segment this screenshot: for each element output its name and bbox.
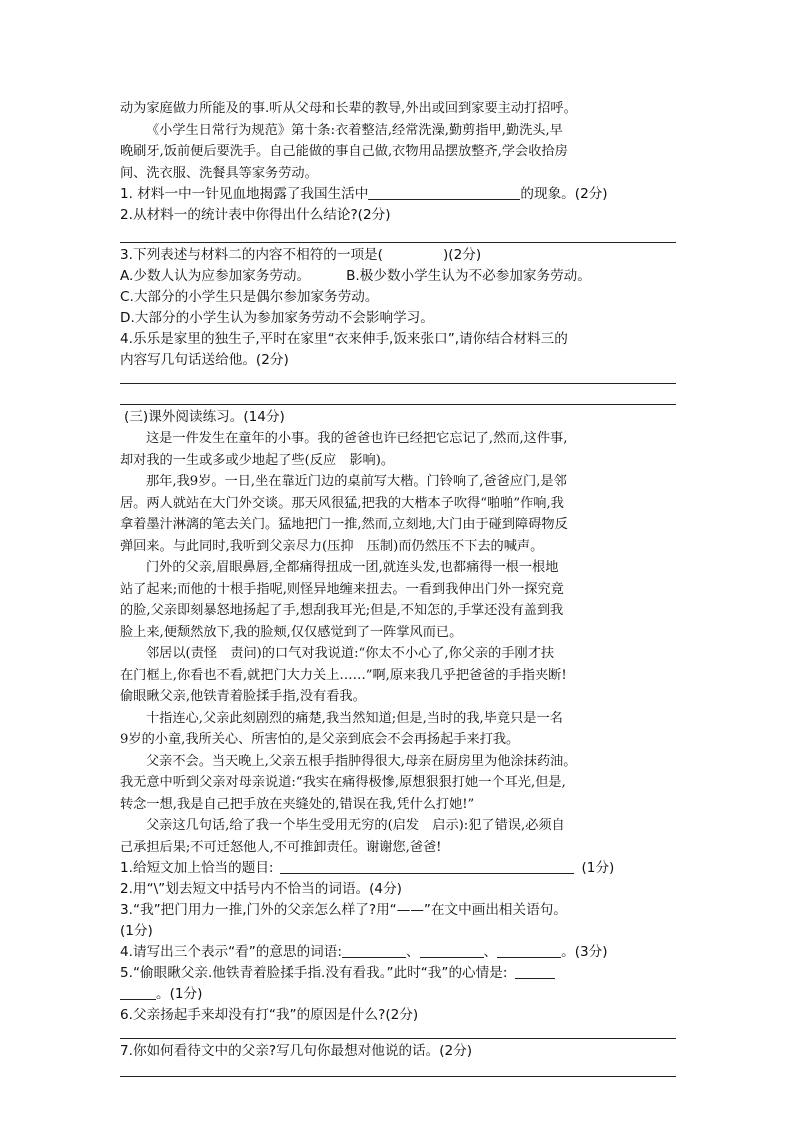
- passage-line: 父亲这几句话,给了我一个毕生受用无穷的(启发 启示):犯了错误,必须自: [146, 818, 565, 833]
- passage-line: 居。两人就站在大门外交谈。那天风很猛,把我的大楷本子吹得“啪啪”作响,我: [120, 495, 564, 511]
- question-1: 1. 材料一中一针见血地揭露了我国生活中 的现象。(2分): [120, 186, 608, 202]
- answer-line[interactable]: [120, 371, 676, 384]
- reading-question-2: 2.用“\”划去短文中括号内不恰当的词语。(4分): [120, 881, 402, 897]
- feeling-blank[interactable]: [515, 964, 555, 979]
- answer-blank[interactable]: [368, 185, 520, 200]
- word-blank[interactable]: [342, 943, 406, 958]
- passage-line: 那年,我9岁。一日,坐在靠近门边的桌前写大楷。门铃响了,爸爸应门,是邻: [146, 474, 567, 489]
- feeling-blank[interactable]: [120, 985, 156, 1000]
- passage-line: 十指连心,父亲此刻剧烈的痛楚,我当然知道;但是,当时的我,毕竟只是一名: [146, 710, 563, 726]
- question-3: 3.下列表述与材料二的内容不相符的一项是( )(2分): [120, 247, 482, 263]
- reading-question-5-cont: 。(1分): [120, 984, 676, 1005]
- material-line: 《小学生日常行为规范》第十条:衣着整洁,经常洗澡,勤剪指甲,勤洗头,早: [146, 122, 563, 138]
- reading-question-3-points: (1分): [120, 923, 153, 939]
- passage-line: 却对我的一生或多或少地起了些(反应 影响)。: [120, 452, 395, 468]
- reading-question-7: 7.你如何看待文中的父亲?写几句你最想对他说的话。(2分): [120, 1043, 473, 1059]
- passage-line: 站了起来;而他的十根手指呢,则怪异地缠来扭去。一看到我伸出门外一探究竟: [120, 581, 564, 597]
- passage-line: 门外的父亲,眉眼鼻唇,全都痛得扭成一团,就连头发,也都痛得一根一根地: [146, 560, 559, 575]
- question-4-line2: 内容写几句话送给他。(2分): [120, 352, 289, 368]
- material-line: 动为家庭做力所能及的事.听从父母和长辈的教导,外出或回到家要主动打招呼。: [120, 101, 577, 116]
- option-d: D.大部分的小学生认为参加家务劳动不会影响学习。: [120, 310, 434, 326]
- answer-line[interactable]: [120, 386, 676, 405]
- passage-line: 脸上来,便颓然放下,我的脸颊,仅仅感觉到了一阵掌风而已。: [120, 624, 463, 640]
- reading-question-5: 5.“偷眼瞅父亲.他铁青着脸揉手指.没有看我。”此时“我”的心情是:: [120, 963, 676, 984]
- passage-line: 我无意中听到父亲对母亲说道:“我实在痛得极慘,原想狠狠打她一个耳光,但是,: [120, 775, 566, 790]
- option-c: C.大部分的小学生只是偶尔参加家务劳动。: [120, 289, 379, 305]
- option-b: B.极少数小学生认为不必参加家务劳动。: [346, 268, 591, 284]
- answer-line[interactable]: [120, 226, 676, 243]
- passage-line: 己承担后果;不可迁怒他人,不可推卸责任。谢谢您,爸爸!: [120, 839, 442, 855]
- passage-line: 偷眼瞅父亲,他铁青着脸揉手指,没有看我。: [120, 689, 366, 704]
- section-heading: (三)课外阅读练习。(14分): [124, 409, 285, 425]
- reading-question-3: 3.“我”把门用力一推,门外的父亲怎么样了?用“——”在文中画出相关语句。: [120, 902, 567, 918]
- word-blank[interactable]: [420, 943, 484, 958]
- title-blank[interactable]: [280, 859, 574, 874]
- passage-line: 这是一件发生在童年的小事。我的爸爸也许已经把它忘记了,然而,这件事,: [146, 431, 568, 446]
- passage-line: 父亲不会。当天晚上,父亲五根手指肿得很大,母亲在厨房里为他涂抹药油。: [146, 753, 577, 769]
- passage-line: 弹回来。与此同时,我听到父亲尽力(压抑 压制)而仍然压不下去的喊声。: [120, 538, 544, 554]
- option-a: A.少数人认为应参加家务劳动。: [120, 268, 311, 284]
- passage-line: 拿着墨汁淋漓的笔去关门。猛地把门一推,然而,立刻地,大门由于碰到障碍物反: [120, 517, 568, 532]
- passage-line: 的脸,父亲即刻暴怒地扬起了手,想刮我耳光;但是,不知怎的,手掌还没有盖到我: [120, 603, 564, 618]
- worksheet-page: [120, 98, 676, 1079]
- reading-question-6: 6.父亲扬起手来却没有打“我”的原因是什么?(2分): [120, 1007, 419, 1023]
- passage-line: 9岁的小童,我所关心、所害怕的,是父亲到底会不会再扬起手来打我。: [120, 732, 520, 747]
- reading-question-4: 4.请写出三个表示“看”的意思的词语: 、 、 。(3分): [120, 944, 608, 960]
- material-line: 晚刷牙,饭前便后要洗手。自己能做的事自己做,衣物用品摆放整齐,学会收拾房: [120, 144, 568, 159]
- option-row-ab: [120, 266, 676, 287]
- reading-question-1: 1.给短文加上恰当的题目: (1分): [120, 860, 615, 876]
- answer-line[interactable]: [120, 1026, 676, 1039]
- passage-line: 邻居以(责怪 责问)的口气对我说道:“你太不小心了,你父亲的手刚才扶: [146, 646, 555, 661]
- passage-line: 在门框上,你看也不看,就把门大力关上……”啊,原来我几乎把爸爸的手指夹断!: [120, 667, 567, 683]
- answer-line[interactable]: [120, 1062, 676, 1077]
- question-2: 2.从材料一的统计表中你得出什么结论?(2分): [120, 207, 391, 223]
- question-4-line1: 4.乐乐是家里的独生子,平时在家里“衣来伸手,饭来张口”,请你结合材料三的: [120, 331, 568, 347]
- passage-line: 转念一想,我是自己把手放在夹缝处的,错误在我,凭什么打她!”: [120, 796, 475, 812]
- material-line: 间、洗衣服、洗餐具等家务劳动。: [120, 165, 318, 181]
- word-blank[interactable]: [497, 943, 561, 958]
